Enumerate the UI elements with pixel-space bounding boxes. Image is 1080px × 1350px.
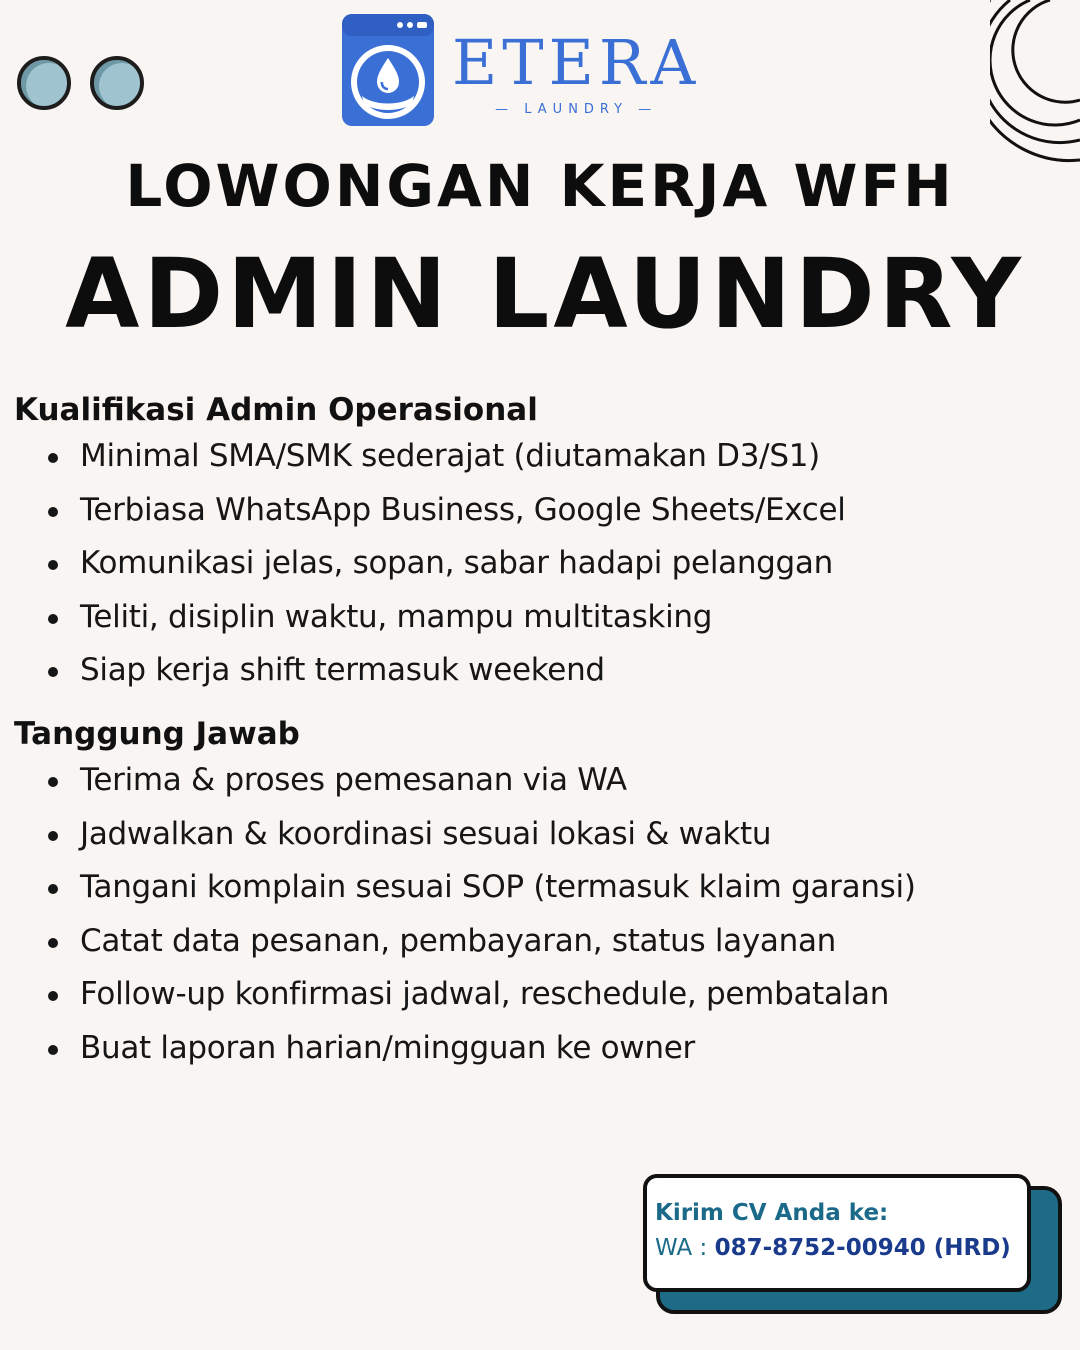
- brand-logo: [338, 12, 700, 130]
- list-item: Follow-up konfirmasi jadwal, reschedule, pembatalan: [48, 968, 916, 1022]
- list-item: Catat data pesanan, pembayaran, status layanan: [48, 915, 916, 969]
- decorative-dot-icon: [90, 56, 144, 110]
- list-item: Minimal SMA/SMK sederajat (diutamakan D3/S1): [48, 430, 846, 484]
- qualifications-list: [14, 430, 846, 698]
- qualifications-section: [14, 390, 846, 698]
- qualifications-title: Kualifikasi Admin Operasional: [14, 392, 538, 428]
- contact-prefix: WA :: [655, 1235, 715, 1261]
- list-item: Jadwalkan & koordinasi sesuai lokasi & waktu: [48, 808, 916, 862]
- list-item: Buat laporan harian/mingguan ke owner: [48, 1022, 916, 1076]
- headline-line1: LOWONGAN KERJA WFH: [125, 152, 955, 220]
- list-item: Terima & proses pemesanan via WA: [48, 754, 916, 808]
- contact-phone-number[interactable]: 087-8752-00940 (HRD): [714, 1235, 1011, 1261]
- brand-tagline: — LAUNDRY —: [495, 101, 658, 117]
- responsibilities-title: Tanggung Jawab: [14, 716, 300, 752]
- list-item: Siap kerja shift termasuk weekend: [48, 644, 846, 698]
- responsibilities-list: [14, 754, 916, 1076]
- washing-machine-logo-icon: [338, 12, 438, 130]
- list-item: Teliti, disiplin waktu, mampu multitasking: [48, 591, 846, 645]
- decorative-arc-icon: [990, 0, 1080, 170]
- contact-card: [643, 1174, 1031, 1292]
- list-item: Tangani komplain sesuai SOP (termasuk klaim garansi): [48, 861, 916, 915]
- decorative-dot-icon: [17, 56, 71, 110]
- list-item: Komunikasi jelas, sopan, sabar hadapi pelanggan: [48, 537, 846, 591]
- brand-name: ETERA: [452, 25, 701, 99]
- list-item: Terbiasa WhatsApp Business, Google Sheets/Excel: [48, 484, 846, 538]
- decorative-dots: [17, 56, 144, 110]
- contact-line: [655, 1230, 1027, 1266]
- responsibilities-section: [14, 714, 916, 1076]
- contact-heading: Kirim CV Anda ke:: [655, 1200, 889, 1226]
- headline-line2: ADMIN LAUNDRY: [65, 238, 1025, 350]
